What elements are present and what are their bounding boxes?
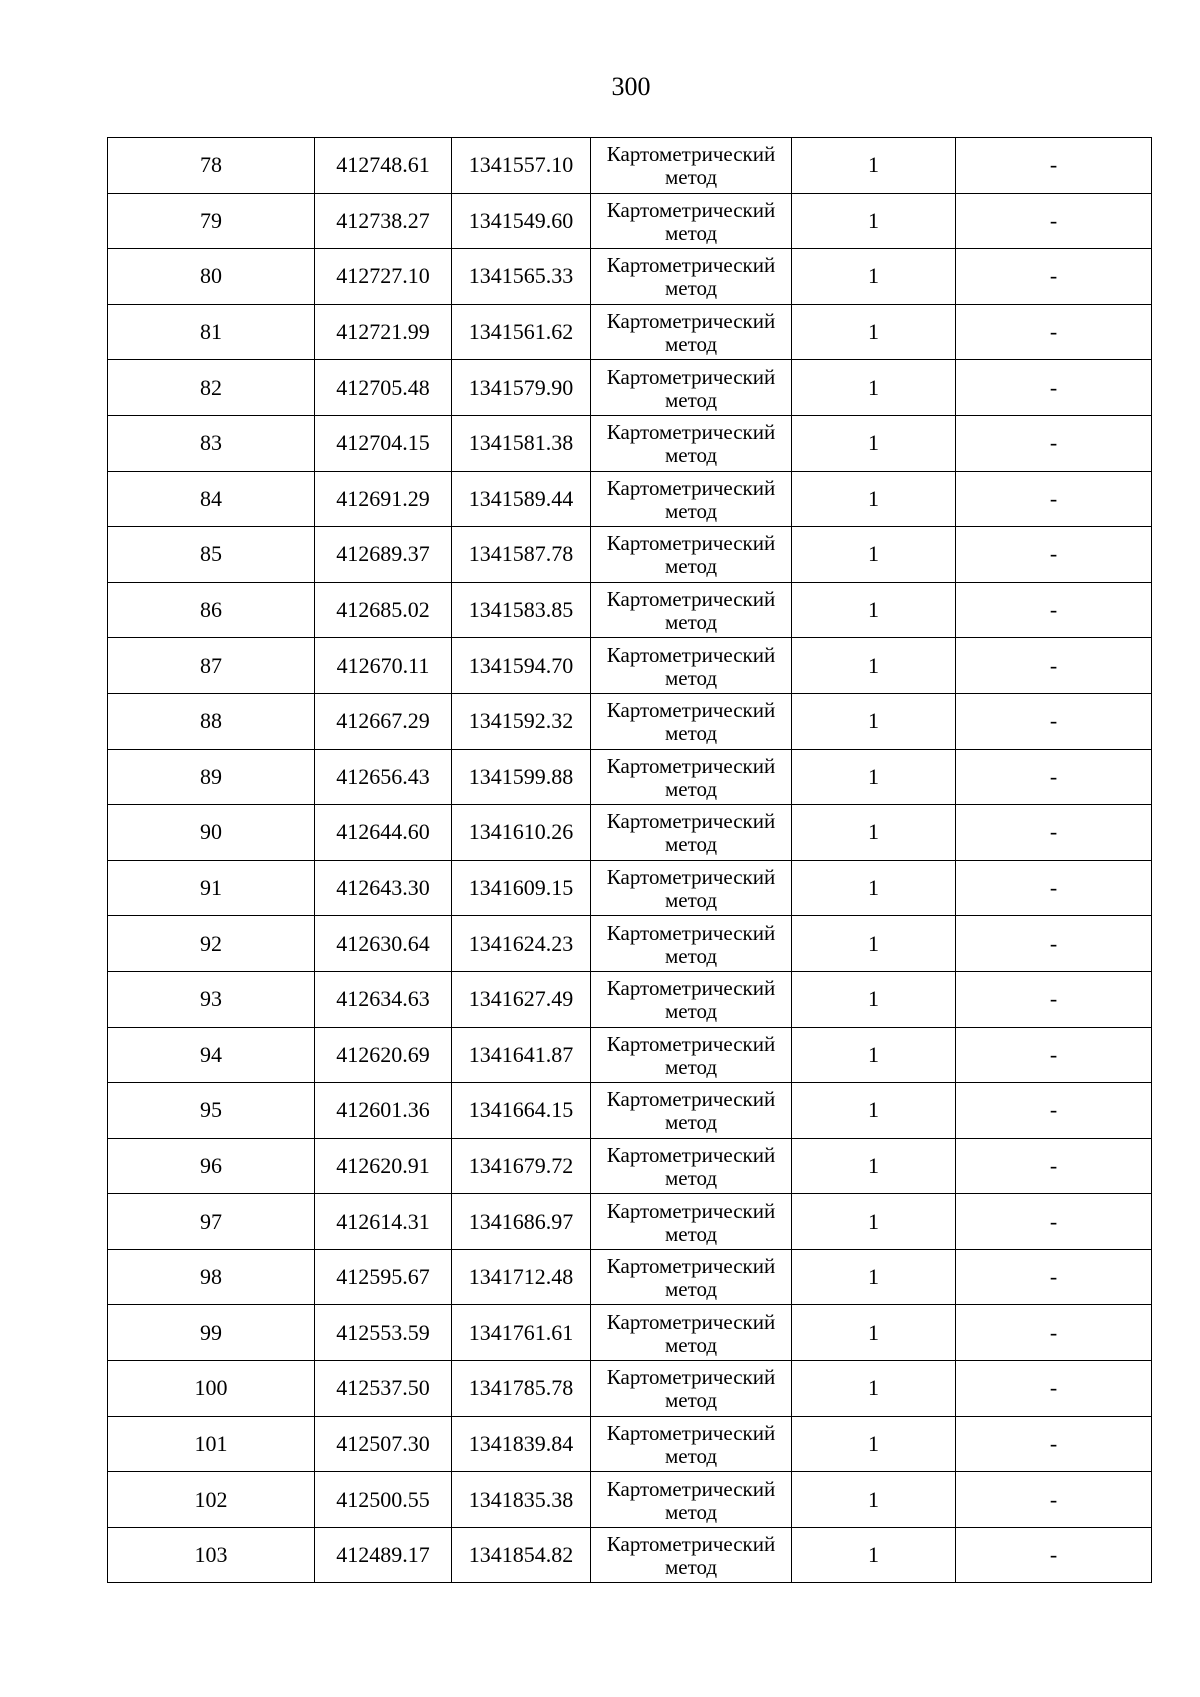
method-line1: Картометрический xyxy=(606,253,776,278)
method-line1: Картометрический xyxy=(606,698,776,723)
x-coordinate-cell: 412656.43 xyxy=(315,749,452,805)
note-cell: - xyxy=(956,1472,1152,1528)
y-coordinate-cell: 1341587.78 xyxy=(452,527,591,583)
accuracy-cell: 1 xyxy=(792,1027,956,1083)
note-cell: - xyxy=(956,749,1152,805)
method-line1: Картометрический xyxy=(606,1476,776,1501)
y-coordinate-cell: 1341592.32 xyxy=(452,693,591,749)
method-cell xyxy=(591,527,792,583)
y-coordinate-cell: 1341686.97 xyxy=(452,1194,591,1250)
method-line2: метод xyxy=(664,1499,718,1524)
x-coordinate-cell: 412620.69 xyxy=(315,1027,452,1083)
note-cell: - xyxy=(956,860,1152,916)
y-coordinate-cell: 1341589.44 xyxy=(452,471,591,527)
x-coordinate-cell: 412614.31 xyxy=(315,1194,452,1250)
x-coordinate-cell: 412685.02 xyxy=(315,582,452,638)
method-cell xyxy=(591,1249,792,1305)
accuracy-cell: 1 xyxy=(792,415,956,471)
table-row xyxy=(108,805,1152,861)
point-number-cell: 102 xyxy=(108,1472,315,1528)
accuracy-cell: 1 xyxy=(792,582,956,638)
point-number-cell: 82 xyxy=(108,360,315,416)
note-cell: - xyxy=(956,1083,1152,1139)
point-number-cell: 98 xyxy=(108,1249,315,1305)
method-line1: Картометрический xyxy=(606,1532,776,1557)
method-cell xyxy=(591,360,792,416)
point-number-cell: 81 xyxy=(108,304,315,360)
x-coordinate-cell: 412507.30 xyxy=(315,1416,452,1472)
accuracy-cell: 1 xyxy=(792,749,956,805)
method-line1: Картометрический xyxy=(606,1309,776,1334)
method-line1: Картометрический xyxy=(606,865,776,890)
note-cell: - xyxy=(956,805,1152,861)
note-cell: - xyxy=(956,638,1152,694)
table-row xyxy=(108,1138,1152,1194)
note-cell: - xyxy=(956,1416,1152,1472)
method-cell xyxy=(591,1472,792,1528)
method-cell xyxy=(591,638,792,694)
method-line1: Картометрический xyxy=(606,197,776,222)
table-row xyxy=(108,471,1152,527)
table-row xyxy=(108,304,1152,360)
coordinates-table xyxy=(107,137,1152,1583)
method-cell xyxy=(591,805,792,861)
method-line1: Картометрический xyxy=(606,976,776,1001)
accuracy-cell: 1 xyxy=(792,360,956,416)
method-cell xyxy=(591,1027,792,1083)
y-coordinate-cell: 1341664.15 xyxy=(452,1083,591,1139)
accuracy-cell: 1 xyxy=(792,693,956,749)
point-number-cell: 78 xyxy=(108,138,315,194)
table-row xyxy=(108,1305,1152,1361)
x-coordinate-cell: 412691.29 xyxy=(315,471,452,527)
method-line2: метод xyxy=(664,888,718,913)
method-cell xyxy=(591,304,792,360)
x-coordinate-cell: 412689.37 xyxy=(315,527,452,583)
method-line2: метод xyxy=(664,554,718,579)
method-cell xyxy=(591,916,792,972)
accuracy-cell: 1 xyxy=(792,1083,956,1139)
y-coordinate-cell: 1341594.70 xyxy=(452,638,591,694)
table-row xyxy=(108,1527,1152,1583)
method-cell xyxy=(591,138,792,194)
y-coordinate-cell: 1341581.38 xyxy=(452,415,591,471)
method-line2: метод xyxy=(664,1555,718,1580)
accuracy-cell: 1 xyxy=(792,805,956,861)
table-row xyxy=(108,249,1152,305)
table-row xyxy=(108,749,1152,805)
y-coordinate-cell: 1341761.61 xyxy=(452,1305,591,1361)
table-row xyxy=(108,1416,1152,1472)
note-cell: - xyxy=(956,971,1152,1027)
accuracy-cell: 1 xyxy=(792,138,956,194)
method-cell xyxy=(591,1305,792,1361)
y-coordinate-cell: 1341641.87 xyxy=(452,1027,591,1083)
accuracy-cell: 1 xyxy=(792,193,956,249)
point-number-cell: 103 xyxy=(108,1527,315,1583)
note-cell: - xyxy=(956,582,1152,638)
table-row xyxy=(108,860,1152,916)
accuracy-cell: 1 xyxy=(792,1361,956,1417)
x-coordinate-cell: 412705.48 xyxy=(315,360,452,416)
method-line1: Картометрический xyxy=(606,475,776,500)
y-coordinate-cell: 1341561.62 xyxy=(452,304,591,360)
method-line1: Картометрический xyxy=(606,1198,776,1223)
method-line1: Картометрический xyxy=(606,1420,776,1445)
method-line2: метод xyxy=(664,443,718,468)
method-line1: Картометрический xyxy=(606,531,776,556)
method-line2: метод xyxy=(664,1110,718,1135)
table-row xyxy=(108,582,1152,638)
note-cell: - xyxy=(956,1527,1152,1583)
method-cell xyxy=(591,249,792,305)
accuracy-cell: 1 xyxy=(792,527,956,583)
table-row xyxy=(108,1472,1152,1528)
method-cell xyxy=(591,1416,792,1472)
method-line1: Картометрический xyxy=(606,642,776,667)
method-line2: метод xyxy=(664,165,718,190)
table-row xyxy=(108,527,1152,583)
point-number-cell: 93 xyxy=(108,971,315,1027)
x-coordinate-cell: 412553.59 xyxy=(315,1305,452,1361)
table-row xyxy=(108,916,1152,972)
y-coordinate-cell: 1341624.23 xyxy=(452,916,591,972)
x-coordinate-cell: 412670.11 xyxy=(315,638,452,694)
method-line2: метод xyxy=(664,220,718,245)
note-cell: - xyxy=(956,1138,1152,1194)
method-line2: метод xyxy=(664,832,718,857)
x-coordinate-cell: 412667.29 xyxy=(315,693,452,749)
method-line2: метод xyxy=(664,776,718,801)
accuracy-cell: 1 xyxy=(792,1138,956,1194)
method-cell xyxy=(591,749,792,805)
note-cell: - xyxy=(956,360,1152,416)
x-coordinate-cell: 412738.27 xyxy=(315,193,452,249)
x-coordinate-cell: 412601.36 xyxy=(315,1083,452,1139)
point-number-cell: 89 xyxy=(108,749,315,805)
y-coordinate-cell: 1341549.60 xyxy=(452,193,591,249)
method-cell xyxy=(591,1194,792,1250)
accuracy-cell: 1 xyxy=(792,860,956,916)
method-line2: метод xyxy=(664,1388,718,1413)
method-line1: Картометрический xyxy=(606,1142,776,1167)
method-line1: Картометрический xyxy=(606,1087,776,1112)
x-coordinate-cell: 412500.55 xyxy=(315,1472,452,1528)
accuracy-cell: 1 xyxy=(792,638,956,694)
accuracy-cell: 1 xyxy=(792,1249,956,1305)
method-line2: метод xyxy=(664,1443,718,1468)
method-line1: Картометрический xyxy=(606,1031,776,1056)
y-coordinate-cell: 1341854.82 xyxy=(452,1527,591,1583)
y-coordinate-cell: 1341679.72 xyxy=(452,1138,591,1194)
accuracy-cell: 1 xyxy=(792,1305,956,1361)
method-cell xyxy=(591,860,792,916)
accuracy-cell: 1 xyxy=(792,1416,956,1472)
x-coordinate-cell: 412489.17 xyxy=(315,1527,452,1583)
method-cell xyxy=(591,1083,792,1139)
table-row xyxy=(108,193,1152,249)
y-coordinate-cell: 1341583.85 xyxy=(452,582,591,638)
note-cell: - xyxy=(956,693,1152,749)
point-number-cell: 96 xyxy=(108,1138,315,1194)
point-number-cell: 83 xyxy=(108,415,315,471)
point-number-cell: 90 xyxy=(108,805,315,861)
accuracy-cell: 1 xyxy=(792,304,956,360)
y-coordinate-cell: 1341557.10 xyxy=(452,138,591,194)
x-coordinate-cell: 412595.67 xyxy=(315,1249,452,1305)
method-line2: метод xyxy=(664,332,718,357)
method-line1: Картометрический xyxy=(606,1254,776,1279)
method-line2: метод xyxy=(664,665,718,690)
method-cell xyxy=(591,693,792,749)
x-coordinate-cell: 412634.63 xyxy=(315,971,452,1027)
method-cell xyxy=(591,582,792,638)
method-line2: метод xyxy=(664,498,718,523)
note-cell: - xyxy=(956,1194,1152,1250)
x-coordinate-cell: 412727.10 xyxy=(315,249,452,305)
method-line2: метод xyxy=(664,999,718,1024)
table-row xyxy=(108,360,1152,416)
table-row xyxy=(108,138,1152,194)
accuracy-cell: 1 xyxy=(792,916,956,972)
x-coordinate-cell: 412721.99 xyxy=(315,304,452,360)
accuracy-cell: 1 xyxy=(792,971,956,1027)
method-line1: Картометрический xyxy=(606,364,776,389)
table-row xyxy=(108,693,1152,749)
table-row xyxy=(108,1027,1152,1083)
note-cell: - xyxy=(956,1361,1152,1417)
y-coordinate-cell: 1341835.38 xyxy=(452,1472,591,1528)
note-cell: - xyxy=(956,138,1152,194)
point-number-cell: 84 xyxy=(108,471,315,527)
method-line1: Картометрический xyxy=(606,753,776,778)
point-number-cell: 88 xyxy=(108,693,315,749)
y-coordinate-cell: 1341712.48 xyxy=(452,1249,591,1305)
table-row xyxy=(108,1083,1152,1139)
y-coordinate-cell: 1341609.15 xyxy=(452,860,591,916)
method-line2: метод xyxy=(664,721,718,746)
method-cell xyxy=(591,471,792,527)
method-line1: Картометрический xyxy=(606,1365,776,1390)
accuracy-cell: 1 xyxy=(792,1194,956,1250)
x-coordinate-cell: 412620.91 xyxy=(315,1138,452,1194)
note-cell: - xyxy=(956,1027,1152,1083)
table-body xyxy=(108,138,1152,1583)
x-coordinate-cell: 412644.60 xyxy=(315,805,452,861)
note-cell: - xyxy=(956,304,1152,360)
accuracy-cell: 1 xyxy=(792,471,956,527)
method-cell xyxy=(591,971,792,1027)
method-line1: Картометрический xyxy=(606,420,776,445)
method-cell xyxy=(591,193,792,249)
method-line2: метод xyxy=(664,1221,718,1246)
note-cell: - xyxy=(956,249,1152,305)
table-row xyxy=(108,1361,1152,1417)
point-number-cell: 94 xyxy=(108,1027,315,1083)
method-line1: Картометрический xyxy=(606,809,776,834)
point-number-cell: 100 xyxy=(108,1361,315,1417)
method-line2: метод xyxy=(664,276,718,301)
point-number-cell: 80 xyxy=(108,249,315,305)
y-coordinate-cell: 1341599.88 xyxy=(452,749,591,805)
y-coordinate-cell: 1341785.78 xyxy=(452,1361,591,1417)
accuracy-cell: 1 xyxy=(792,1472,956,1528)
method-line1: Картометрический xyxy=(606,920,776,945)
point-number-cell: 86 xyxy=(108,582,315,638)
method-line2: метод xyxy=(664,943,718,968)
method-line2: метод xyxy=(664,1277,718,1302)
method-cell xyxy=(591,415,792,471)
table-row xyxy=(108,415,1152,471)
table-row xyxy=(108,638,1152,694)
note-cell: - xyxy=(956,415,1152,471)
method-line1: Картометрический xyxy=(606,142,776,167)
table-row xyxy=(108,1194,1152,1250)
note-cell: - xyxy=(956,1249,1152,1305)
method-line2: метод xyxy=(664,1165,718,1190)
point-number-cell: 95 xyxy=(108,1083,315,1139)
table-row xyxy=(108,971,1152,1027)
method-line2: метод xyxy=(664,387,718,412)
note-cell: - xyxy=(956,527,1152,583)
y-coordinate-cell: 1341839.84 xyxy=(452,1416,591,1472)
method-line1: Картометрический xyxy=(606,309,776,334)
method-line2: метод xyxy=(664,1054,718,1079)
note-cell: - xyxy=(956,471,1152,527)
y-coordinate-cell: 1341565.33 xyxy=(452,249,591,305)
note-cell: - xyxy=(956,1305,1152,1361)
point-number-cell: 97 xyxy=(108,1194,315,1250)
point-number-cell: 99 xyxy=(108,1305,315,1361)
x-coordinate-cell: 412537.50 xyxy=(315,1361,452,1417)
x-coordinate-cell: 412630.64 xyxy=(315,916,452,972)
method-line1: Картометрический xyxy=(606,587,776,612)
point-number-cell: 87 xyxy=(108,638,315,694)
method-line2: метод xyxy=(664,1332,718,1357)
method-cell xyxy=(591,1138,792,1194)
method-line2: метод xyxy=(664,610,718,635)
accuracy-cell: 1 xyxy=(792,249,956,305)
point-number-cell: 85 xyxy=(108,527,315,583)
method-cell xyxy=(591,1361,792,1417)
y-coordinate-cell: 1341579.90 xyxy=(452,360,591,416)
x-coordinate-cell: 412643.30 xyxy=(315,860,452,916)
point-number-cell: 101 xyxy=(108,1416,315,1472)
point-number-cell: 91 xyxy=(108,860,315,916)
page-number: 300 xyxy=(611,72,651,101)
x-coordinate-cell: 412704.15 xyxy=(315,415,452,471)
y-coordinate-cell: 1341627.49 xyxy=(452,971,591,1027)
y-coordinate-cell: 1341610.26 xyxy=(452,805,591,861)
table-row xyxy=(108,1249,1152,1305)
note-cell: - xyxy=(956,193,1152,249)
method-cell xyxy=(591,1527,792,1583)
accuracy-cell: 1 xyxy=(792,1527,956,1583)
point-number-cell: 79 xyxy=(108,193,315,249)
note-cell: - xyxy=(956,916,1152,972)
x-coordinate-cell: 412748.61 xyxy=(315,138,452,194)
point-number-cell: 92 xyxy=(108,916,315,972)
